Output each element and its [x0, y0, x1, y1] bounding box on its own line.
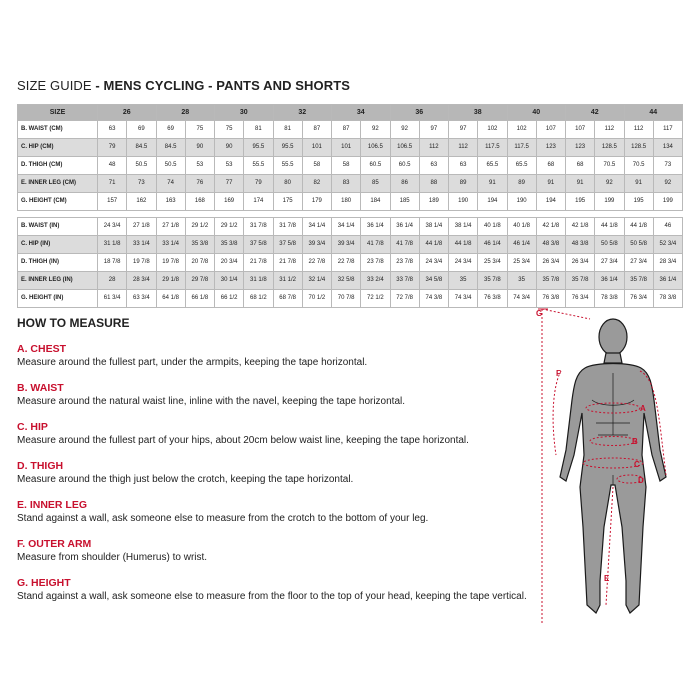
- measurement-cell: 112: [419, 139, 448, 157]
- measure-item-waist: [17, 382, 517, 408]
- measurement-cell: 87: [302, 121, 331, 139]
- measurement-cell: 36 1/4: [653, 272, 682, 290]
- measurement-cell: 85: [361, 175, 390, 193]
- size-header-cell: 40: [507, 105, 566, 121]
- measurement-cell: 163: [156, 193, 185, 211]
- measurement-cell: 37 5/8: [244, 236, 273, 254]
- measure-item-thigh: [17, 460, 517, 486]
- measurement-cell: 74: [156, 175, 185, 193]
- measurement-cell: 68 1/2: [244, 290, 273, 308]
- measurement-cell: 97: [419, 121, 448, 139]
- measurement-cell: 35 3/8: [185, 236, 214, 254]
- measurement-cell: 50 5/8: [624, 236, 653, 254]
- measurement-cell: 42 1/8: [536, 218, 565, 236]
- measurement-cell: 70.5: [595, 157, 624, 175]
- measurement-cell: 70 1/2: [302, 290, 331, 308]
- measurement-cell: 31 7/8: [273, 218, 302, 236]
- measurement-cell: 92: [361, 121, 390, 139]
- measurement-cell: 50.5: [156, 157, 185, 175]
- measurement-cell: 26 3/4: [566, 254, 595, 272]
- measurement-cell: 27 1/8: [127, 218, 156, 236]
- measure-description: Stand against a wall, ask someone else to measure from the crotch to the bottom of your leg.: [17, 513, 429, 524]
- measurement-cell: 89: [507, 175, 536, 193]
- size-header-cell: 26: [98, 105, 157, 121]
- measurement-cell: 82: [302, 175, 331, 193]
- measurement-cell: 29 7/8: [185, 272, 214, 290]
- measurement-cell: 92: [653, 175, 682, 193]
- measurement-cell: 31 1/2: [273, 272, 302, 290]
- measurement-cell: 157: [98, 193, 127, 211]
- measurement-cell: 34 1/4: [332, 218, 361, 236]
- measurement-cell: 42 1/8: [566, 218, 595, 236]
- measure-letter: A. CHEST: [17, 343, 67, 355]
- measurement-cell: 53: [215, 157, 244, 175]
- size-table-row: [18, 157, 683, 175]
- measurement-cell: 44 1/8: [449, 236, 478, 254]
- size-header-cell: 28: [156, 105, 215, 121]
- measurement-cell: 194: [536, 193, 565, 211]
- outer-arm-lead: [553, 371, 561, 455]
- measurement-cell: 24 3/4: [419, 254, 448, 272]
- size-table-row: [18, 139, 683, 157]
- measurement-cell: 91: [478, 175, 507, 193]
- row-label: D. THIGH (CM): [18, 157, 98, 175]
- measurement-cell: 29 1/2: [215, 218, 244, 236]
- row-label: D. THIGH (IN): [18, 254, 98, 272]
- measurement-cell: 38 1/4: [449, 218, 478, 236]
- measurement-cell: 19 7/8: [156, 254, 185, 272]
- measurement-cell: 91: [624, 175, 653, 193]
- measurement-cell: 20 7/8: [185, 254, 214, 272]
- label-c: C: [634, 460, 640, 469]
- measurement-cell: 77: [215, 175, 244, 193]
- measurement-cell: 63: [449, 157, 478, 175]
- measurement-cell: 72 1/2: [361, 290, 390, 308]
- measurement-cell: 76: [185, 175, 214, 193]
- measurement-cell: 81: [244, 121, 273, 139]
- measurement-cell: 79: [98, 139, 127, 157]
- measurement-cell: 21 7/8: [244, 254, 273, 272]
- measurement-cell: 39 3/4: [302, 236, 331, 254]
- size-header-label: SIZE: [18, 105, 98, 121]
- size-header-cell: 44: [624, 105, 683, 121]
- measurement-cell: 46: [653, 218, 682, 236]
- row-label: B. WAIST (CM): [18, 121, 98, 139]
- measurement-cell: 78 3/8: [653, 290, 682, 308]
- body-measurement-figure: [530, 305, 690, 630]
- measure-letter: D. THIGH: [17, 460, 64, 472]
- measurement-cell: 41 7/8: [390, 236, 419, 254]
- measurement-cell: 66 1/2: [215, 290, 244, 308]
- label-d: D: [638, 476, 644, 485]
- title-separator: -: [91, 78, 104, 93]
- measurement-cell: 75: [215, 121, 244, 139]
- measurement-cell: 199: [653, 193, 682, 211]
- measurement-cell: 195: [566, 193, 595, 211]
- label-g: G: [536, 309, 543, 318]
- measurement-cell: 28 3/4: [653, 254, 682, 272]
- measurement-cell: 32 1/4: [302, 272, 331, 290]
- measurement-cell: 88: [419, 175, 448, 193]
- measure-item-height: [17, 577, 527, 603]
- measurement-cell: 117.5: [478, 139, 507, 157]
- measurement-cell: 101: [332, 139, 361, 157]
- measurement-cell: 80: [273, 175, 302, 193]
- measurement-cell: 128.5: [624, 139, 653, 157]
- row-label: E. INNER LEG (IN): [18, 272, 98, 290]
- measurement-cell: 41 7/8: [361, 236, 390, 254]
- measurement-cell: 101: [302, 139, 331, 157]
- measurement-cell: 34 1/4: [302, 218, 331, 236]
- measurement-cell: 19 7/8: [127, 254, 156, 272]
- measurement-cell: 33 1/4: [156, 236, 185, 254]
- measurement-cell: 30 1/4: [215, 272, 244, 290]
- measurement-cell: 20 3/4: [215, 254, 244, 272]
- measurement-cell: 60.5: [390, 157, 419, 175]
- measurement-cell: 46 1/4: [507, 236, 536, 254]
- measurement-cell: 102: [507, 121, 536, 139]
- measurement-cell: 84.5: [127, 139, 156, 157]
- body-silhouette: [560, 319, 666, 613]
- size-header-cell: 30: [215, 105, 274, 121]
- height-tape-top-lead: [542, 309, 590, 319]
- measurement-cell: 72 7/8: [390, 290, 419, 308]
- measurement-cell: 25 3/4: [507, 254, 536, 272]
- measurement-cell: 44 1/8: [624, 218, 653, 236]
- measurement-cell: 73: [653, 157, 682, 175]
- measurement-cell: 87: [332, 121, 361, 139]
- measurement-cell: 23 7/8: [361, 254, 390, 272]
- measurement-cell: 55.5: [273, 157, 302, 175]
- label-e: E: [604, 574, 610, 583]
- measurement-cell: 185: [390, 193, 419, 211]
- measure-letter: G. HEIGHT: [17, 577, 71, 589]
- measurement-cell: 44 1/8: [419, 236, 448, 254]
- measurement-cell: 28 3/4: [127, 272, 156, 290]
- size-header-cell: 42: [566, 105, 625, 121]
- measurement-cell: 55.5: [244, 157, 273, 175]
- size-table-row: [18, 236, 683, 254]
- measurement-cell: 180: [332, 193, 361, 211]
- measure-item-inner-leg: [17, 499, 517, 525]
- measurement-cell: 32 5/8: [332, 272, 361, 290]
- measure-letter: E. INNER LEG: [17, 499, 88, 511]
- measurement-cell: 128.5: [595, 139, 624, 157]
- measurement-cell: 46 1/4: [478, 236, 507, 254]
- measurement-cell: 22 7/8: [332, 254, 361, 272]
- measurement-cell: 26 3/4: [536, 254, 565, 272]
- measurement-cell: 81: [273, 121, 302, 139]
- measure-description: Measure around the natural waist line, inline with the navel, keeping the tape horizontal.: [17, 396, 406, 407]
- measurement-cell: 107: [536, 121, 565, 139]
- measurement-cell: 74 3/8: [419, 290, 448, 308]
- measurement-cell: 184: [361, 193, 390, 211]
- measurement-cell: 190: [449, 193, 478, 211]
- measurement-cell: 29 1/8: [156, 272, 185, 290]
- measurement-cell: 95.5: [273, 139, 302, 157]
- measurement-cell: 68 7/8: [273, 290, 302, 308]
- measure-item-outer-arm: [17, 538, 517, 564]
- row-label: C. HIP (CM): [18, 139, 98, 157]
- measurement-cell: 31 7/8: [244, 218, 273, 236]
- measurement-cell: 50 5/8: [595, 236, 624, 254]
- measurement-cell: 68: [536, 157, 565, 175]
- measurement-cell: 70 7/8: [332, 290, 361, 308]
- row-label: C. HIP (IN): [18, 236, 98, 254]
- measurement-cell: 18 7/8: [98, 254, 127, 272]
- measurement-cell: 35 3/8: [215, 236, 244, 254]
- measure-item-chest: [17, 343, 517, 369]
- measurement-cell: 69: [127, 121, 156, 139]
- measurement-cell: 21 7/8: [273, 254, 302, 272]
- measurement-cell: 175: [273, 193, 302, 211]
- measurement-cell: 36 1/4: [361, 218, 390, 236]
- measurement-cell: 91: [566, 175, 595, 193]
- measure-item-hip: [17, 421, 517, 447]
- measurement-cell: 112: [449, 139, 478, 157]
- measurement-cell: 24 3/4: [98, 218, 127, 236]
- measurement-cell: 24 3/4: [449, 254, 478, 272]
- row-label: B. WAIST (IN): [18, 218, 98, 236]
- measurement-cell: 22 7/8: [302, 254, 331, 272]
- head-shape: [599, 319, 627, 355]
- measurement-cell: 73: [127, 175, 156, 193]
- measure-description: Measure from shoulder (Humerus) to wrist.: [17, 552, 208, 563]
- measurement-cell: 61 3/4: [98, 290, 127, 308]
- measure-description: Measure around the thigh just below the crotch, keeping the tape horizontal.: [17, 474, 354, 485]
- measurement-cell: 190: [507, 193, 536, 211]
- measurement-cell: 123: [536, 139, 565, 157]
- measurement-cell: 76 3/8: [478, 290, 507, 308]
- measurement-cell: 71: [98, 175, 127, 193]
- size-table: [17, 104, 683, 308]
- measurement-cell: 78 3/8: [595, 290, 624, 308]
- measurement-cell: 79: [244, 175, 273, 193]
- size-header-cell: 36: [390, 105, 449, 121]
- measurement-cell: 106.5: [390, 139, 419, 157]
- measurement-cell: 63 3/4: [127, 290, 156, 308]
- measurement-cell: 27 3/4: [624, 254, 653, 272]
- size-table-row: [18, 121, 683, 139]
- page-title: [17, 78, 350, 93]
- label-a: A: [640, 404, 646, 413]
- measurement-cell: 33 7/8: [390, 272, 419, 290]
- measure-letter: F. OUTER ARM: [17, 538, 92, 550]
- measurement-cell: 35 7/8: [536, 272, 565, 290]
- label-f: F: [556, 369, 561, 378]
- measurement-cell: 168: [185, 193, 214, 211]
- measurement-cell: 31 1/8: [244, 272, 273, 290]
- size-table-row: [18, 254, 683, 272]
- measurement-cell: 63: [98, 121, 127, 139]
- measurement-cell: 64 1/8: [156, 290, 185, 308]
- measurement-cell: 25 3/4: [478, 254, 507, 272]
- measurement-cell: 34 5/8: [419, 272, 448, 290]
- neck-shape: [604, 353, 622, 363]
- measurement-cell: 28: [98, 272, 127, 290]
- how-to-measure-title: HOW TO MEASURE: [17, 316, 130, 330]
- size-table-row: [18, 175, 683, 193]
- size-table-row: [18, 218, 683, 236]
- measurement-cell: 35 7/8: [624, 272, 653, 290]
- size-table-row: [18, 272, 683, 290]
- measurement-cell: 68: [566, 157, 595, 175]
- measurement-cell: 35 7/8: [566, 272, 595, 290]
- measurement-cell: 52 3/4: [653, 236, 682, 254]
- measurement-cell: 76 3/4: [566, 290, 595, 308]
- measurement-cell: 58: [332, 157, 361, 175]
- measurement-cell: 33 2/4: [361, 272, 390, 290]
- measurement-cell: 162: [127, 193, 156, 211]
- measurement-cell: 36 1/4: [595, 272, 624, 290]
- measurement-cell: 89: [449, 175, 478, 193]
- measurement-cell: 66 1/8: [185, 290, 214, 308]
- measurement-cell: 35: [507, 272, 536, 290]
- size-table-body: [18, 121, 683, 308]
- measurement-cell: 83: [332, 175, 361, 193]
- measurement-cell: 194: [478, 193, 507, 211]
- title-main: MENS CYCLING - PANTS AND SHORTS: [103, 78, 351, 93]
- measurement-cell: 90: [215, 139, 244, 157]
- measurement-cell: 117: [653, 121, 682, 139]
- measurement-cell: 76 3/4: [624, 290, 653, 308]
- measurement-cell: 65.5: [507, 157, 536, 175]
- measurement-cell: 53: [185, 157, 214, 175]
- size-header-cell: 38: [449, 105, 508, 121]
- measurement-cell: 76 3/8: [536, 290, 565, 308]
- measurement-cell: 74 3/4: [449, 290, 478, 308]
- measurement-cell: 37 5/8: [273, 236, 302, 254]
- measurement-cell: 91: [536, 175, 565, 193]
- label-b: B: [632, 437, 638, 446]
- title-prefix: SIZE GUIDE: [17, 78, 92, 93]
- measurement-cell: 179: [302, 193, 331, 211]
- measurement-cell: 38 1/4: [419, 218, 448, 236]
- measurement-cell: 95.5: [244, 139, 273, 157]
- measurement-cell: 97: [449, 121, 478, 139]
- measurement-cell: 27 3/4: [595, 254, 624, 272]
- measurement-cell: 112: [595, 121, 624, 139]
- size-table-row: [18, 193, 683, 211]
- measurement-cell: 199: [595, 193, 624, 211]
- measurement-cell: 48 3/8: [566, 236, 595, 254]
- measurement-cell: 50.5: [127, 157, 156, 175]
- measurement-cell: 40 1/8: [507, 218, 536, 236]
- measurement-cell: 29 1/2: [185, 218, 214, 236]
- measurement-cell: 134: [653, 139, 682, 157]
- measurement-cell: 63: [419, 157, 448, 175]
- measurement-cell: 74 3/4: [507, 290, 536, 308]
- measurement-cell: 48 3/8: [536, 236, 565, 254]
- measure-description: Measure around the fullest part of your hips, about 20cm below waist line, keeping the tape horizontal.: [17, 435, 469, 446]
- size-header-row: [18, 105, 683, 121]
- measurement-cell: 117.5: [507, 139, 536, 157]
- measurement-cell: 102: [478, 121, 507, 139]
- measurement-cell: 70.5: [624, 157, 653, 175]
- measurement-cell: 112: [624, 121, 653, 139]
- measurement-cell: 60.5: [361, 157, 390, 175]
- measurement-cell: 58: [302, 157, 331, 175]
- measurement-cell: 106.5: [361, 139, 390, 157]
- size-header-cell: 34: [332, 105, 391, 121]
- measurement-cell: 75: [185, 121, 214, 139]
- row-label: G. HEIGHT (IN): [18, 290, 98, 308]
- measurement-cell: 23 7/8: [390, 254, 419, 272]
- measurement-cell: 92: [595, 175, 624, 193]
- measurement-cell: 169: [215, 193, 244, 211]
- measurement-cell: 40 1/8: [478, 218, 507, 236]
- measurement-cell: 84.5: [156, 139, 185, 157]
- measurement-cell: 189: [419, 193, 448, 211]
- measurement-cell: 65.5: [478, 157, 507, 175]
- measure-description: Stand against a wall, ask someone else to measure from the floor to the top of your head, keeping the tape vertical.: [17, 591, 527, 602]
- measure-letter: C. HIP: [17, 421, 48, 433]
- measurement-cell: 39 3/4: [332, 236, 361, 254]
- measure-letter: B. WAIST: [17, 382, 64, 394]
- measurement-cell: 36 1/4: [390, 218, 419, 236]
- measurement-cell: 35 7/8: [478, 272, 507, 290]
- measurement-cell: 35: [449, 272, 478, 290]
- table-spacer-cell: [18, 211, 683, 218]
- measurement-cell: 86: [390, 175, 419, 193]
- measurement-cell: 48: [98, 157, 127, 175]
- measurement-cell: 92: [390, 121, 419, 139]
- measurement-cell: 90: [185, 139, 214, 157]
- measurement-cell: 174: [244, 193, 273, 211]
- table-spacer-row: [18, 211, 683, 218]
- row-label: G. HEIGHT (CM): [18, 193, 98, 211]
- measurement-cell: 27 1/8: [156, 218, 185, 236]
- measurement-cell: 44 1/8: [595, 218, 624, 236]
- measurement-cell: 107: [566, 121, 595, 139]
- size-header-cell: 32: [273, 105, 332, 121]
- row-label: E. INNER LEG (CM): [18, 175, 98, 193]
- measurement-cell: 33 1/4: [127, 236, 156, 254]
- measure-description: Measure around the fullest part, under the armpits, keeping the tape horizontal.: [17, 357, 368, 368]
- measurement-cell: 31 1/8: [98, 236, 127, 254]
- measurement-cell: 69: [156, 121, 185, 139]
- measurement-cell: 195: [624, 193, 653, 211]
- measurement-cell: 123: [566, 139, 595, 157]
